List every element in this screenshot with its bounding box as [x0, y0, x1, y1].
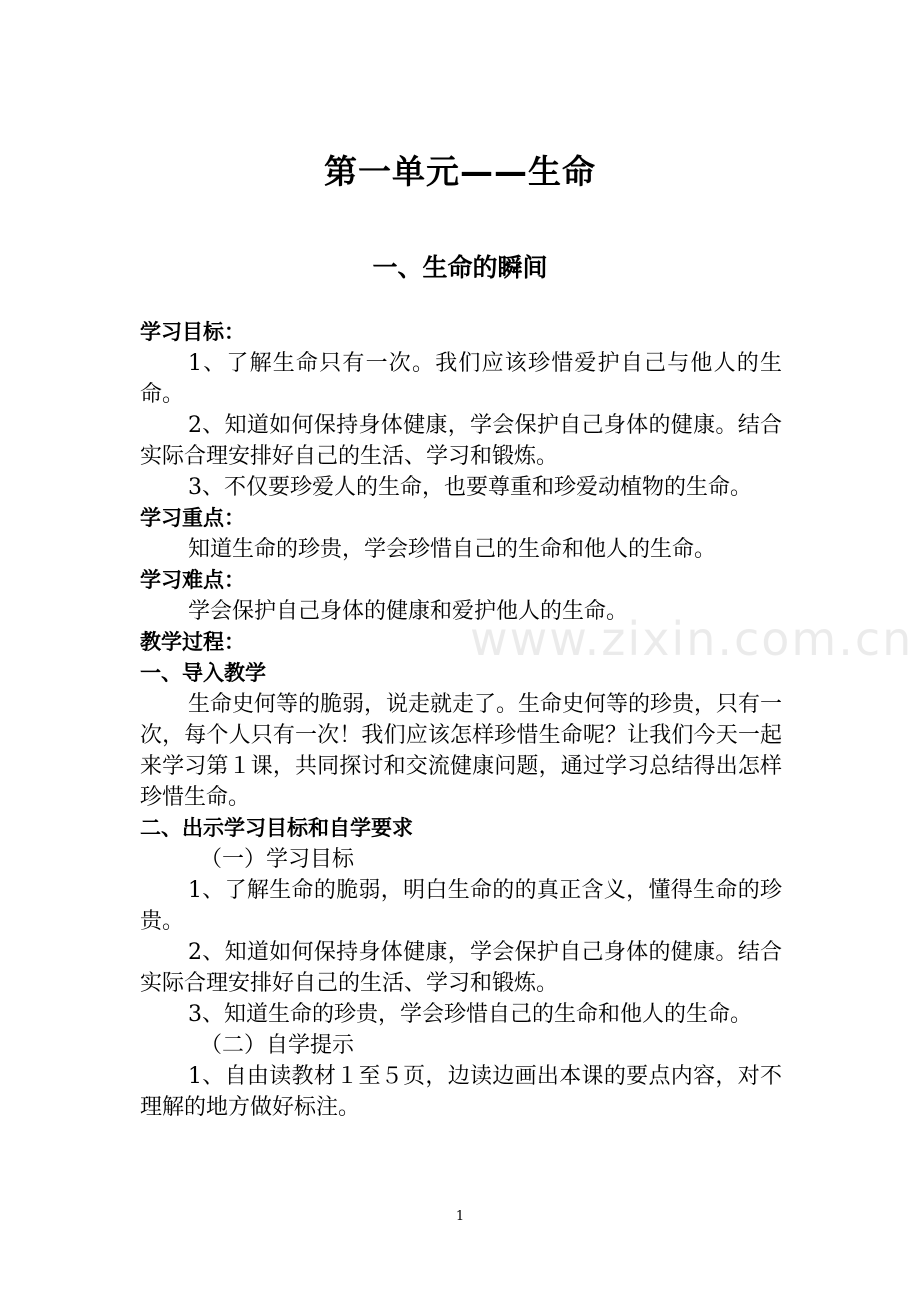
subsection-1-item-2: 2、知道如何保持身体健康，学会保护自己身体的健康。结合实际合理安排好自己的生活、学习和锻炼。	[140, 940, 782, 996]
goals-heading: 学习目标：	[140, 320, 245, 344]
page-number: 1	[455, 1209, 465, 1224]
show-goals-heading: 二、出示学习目标和自学要求	[140, 816, 413, 840]
goal-item-3: 3、不仅要珍爱人的生命，也要尊重和珍爱动植物的生命。	[188, 475, 752, 500]
key-points-heading: 学习重点：	[140, 506, 245, 530]
goal-item-2: 2、知道如何保持身体健康，学会保护自己身体的健康。结合实际合理安排好自己的生活、学习和锻炼。	[140, 413, 782, 469]
goal-item-1: 1、了解生命只有一次。我们应该珍惜爱护自己与他人的生命。	[140, 351, 782, 407]
subsection-1-heading: （一）学习目标	[200, 847, 355, 872]
lesson-title: 一、生命的瞬间	[372, 253, 548, 282]
key-points-text: 知道生命的珍贵，学会珍惜自己的生命和他人的生命。	[188, 537, 717, 562]
difficulty-text: 学会保护自己身体的健康和爱护他人的生命。	[188, 599, 629, 624]
process-heading: 教学过程：	[140, 630, 245, 654]
document-body	[140, 317, 782, 1123]
watermark: www.zixin.com.cn	[470, 612, 914, 666]
intro-text: 生命史何等的脆弱，说走就走了。生命史何等的珍贵，只有一次，每个人只有一次！我们应该怎样珍惜生命呢？让我们今天一起来学习第１课，共同探讨和交流健康问题，通过学习总结得出怎样珍惜生命。	[140, 692, 783, 810]
unit-title: 第一单元——生命	[324, 152, 596, 191]
subsection-1-item-3: 3、知道生命的珍贵，学会珍惜自己的生命和他人的生命。	[188, 1002, 752, 1027]
subsection-2-item-1: 1、自由读教材１至５页，边读边画出本课的要点内容，对不理解的地方做好标注。	[140, 1064, 782, 1120]
subsection-2-heading: （二）自学提示	[200, 1033, 355, 1058]
subsection-1-item-1: 1、了解生命的脆弱，明白生命的的真正含义，懂得生命的珍贵。	[140, 878, 782, 934]
intro-heading: 一、导入教学	[140, 661, 266, 685]
difficulty-heading: 学习难点：	[140, 568, 245, 592]
